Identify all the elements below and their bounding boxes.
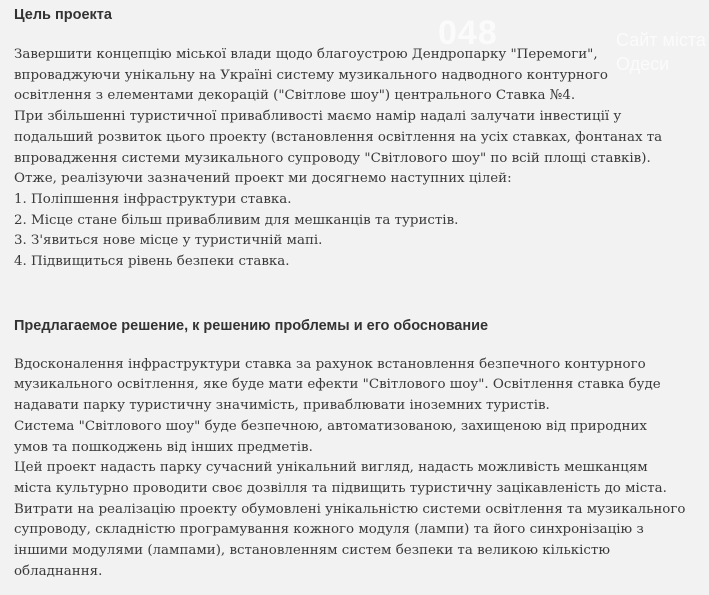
text-line: освітлення з елементами декорацій ("Світлове шоу") центрального Ставка №4. — [14, 88, 576, 104]
text-line: іншими модулями (лампами), встановленням систем безпеки та великою кількістю — [14, 543, 610, 559]
watermark-text-line: Одеси — [616, 54, 670, 74]
project-description — [14, 0, 704, 582]
watermark-text-line: Сайт міста — [616, 30, 706, 50]
list-item: 3. З'явиться нове місце у туристичній мапі. — [14, 233, 323, 249]
text-line: обладнання. — [14, 563, 103, 579]
goal-text — [14, 45, 704, 273]
list-item: 4. Підвищиться рівень безпеки ставка. — [14, 254, 290, 270]
list-item: 1. Поліпшення інфраструктури ставка. — [14, 191, 292, 207]
text-line: впровадження системи музикального супроводу "Світлового шоу" по всій площі ставків). — [14, 150, 651, 166]
text-line: надавати парку туристичну значимість, приваблювати іноземних туристів. — [14, 398, 550, 414]
text-line: Цей проект надасть парку сучасний унікальний вигляд, надасть можливість мешканцям — [14, 460, 648, 476]
text-line: міста культурно проводити своє дозвілля та підвищить туристичну зацікавленість до міста. — [14, 480, 667, 496]
text-line: впроваджуючи унікальну на Україні систему музикального надводного контурного — [14, 67, 608, 83]
text-line: Витрати на реалізацію проекту обумовлені унікальністю системи освітлення та музикального — [14, 501, 686, 517]
solution-text — [14, 355, 704, 583]
list-item: 2. Місце стане більш привабливим для мешканців та туристів. — [14, 212, 459, 228]
section-title-solution: Предлагаемое решение, к решению проблемы и его обоснование — [14, 317, 489, 334]
text-line: умов та пошкоджень від інших предметів. — [14, 439, 313, 455]
text-line: Вдосконалення інфраструктури ставка за рахунок встановлення безпечного контурного — [14, 356, 646, 372]
section-title-goal: Цель проекта — [14, 7, 112, 23]
text-line: Отже, реалізуючи зазначений проект ми досягнемо наступних цілей: — [14, 171, 512, 187]
text-line: супроводу, складністю програмування кожного модуля (лампи) та його синхронізацію з — [14, 522, 644, 538]
text-line: При збільшенні туристичної привабливості маємо намір надалі залучати інвестиції у — [14, 109, 622, 125]
text-line: подальший розвиток цього проекту (встановлення освітлення на усіх ставках, фонтанах та — [14, 129, 663, 145]
text-line: Система "Світлового шоу" буде безпечною, автоматизованою, захищеною від природних — [14, 418, 647, 434]
watermark-logo: 048 — [438, 14, 498, 52]
text-line: музикального освітлення, яке буде мати ефекти "Світлового шоу". Освітлення ставка буде — [14, 377, 661, 393]
text-line: Завершити концепцію міської влади щодо благоустрою Дендропарку "Перемоги", — [14, 47, 598, 62]
